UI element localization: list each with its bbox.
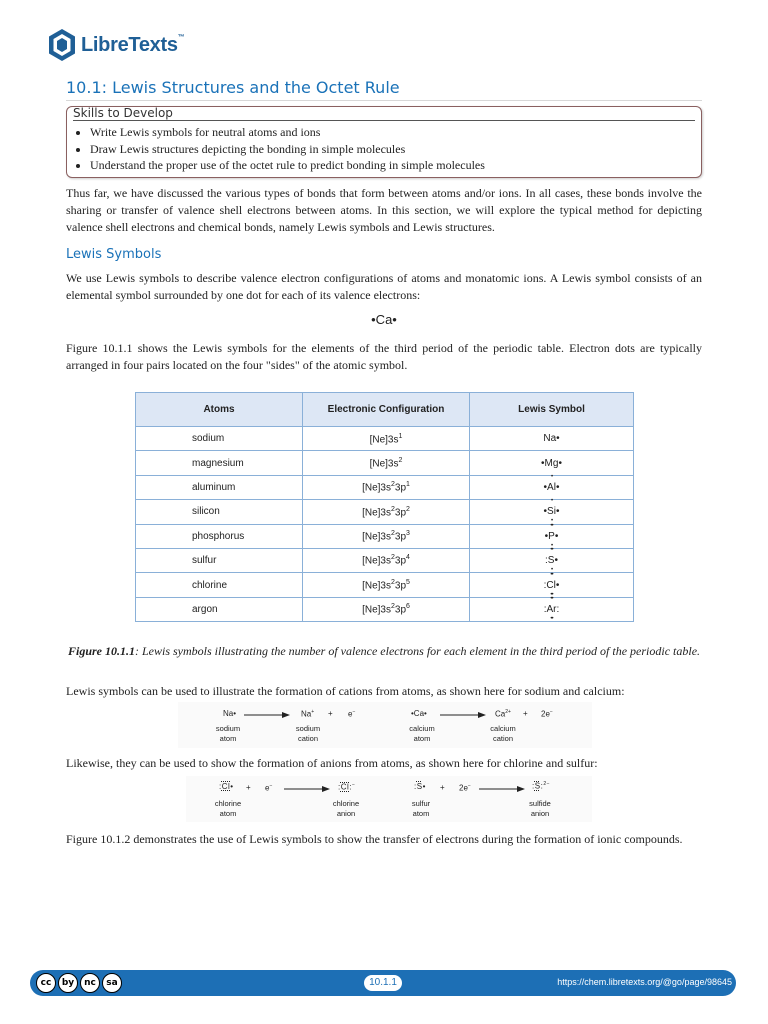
cation-equation-figure	[178, 702, 592, 748]
cell-lewis-symbol	[470, 500, 634, 524]
label-chlorine-anion: chlorine anion	[332, 799, 360, 818]
table-row	[136, 524, 634, 548]
lewis-symbol: • •Si• •	[543, 498, 560, 525]
caption-label: Figure 10.1.1	[67, 644, 135, 658]
skills-box	[66, 106, 702, 178]
eq-plus: +	[523, 709, 528, 718]
ca-lewis-symbol: •Ca•	[371, 312, 397, 327]
cc-icon: cc	[36, 973, 56, 993]
page-url-link[interactable]: https://chem.libretexts.org/@go/page/98645	[557, 977, 732, 987]
section-heading: Lewis Symbols	[66, 247, 162, 262]
libretexts-logo[interactable]	[47, 28, 184, 62]
cell-lewis-symbol	[470, 548, 634, 572]
eq-cl: :Cl•	[219, 782, 234, 791]
label-sodium-atom: sodium atom	[215, 724, 241, 743]
cell-configuration: $[Ne]3s^23p^4$	[303, 548, 470, 572]
cell-configuration: $[Ne]3s^23p^1$	[303, 475, 470, 499]
cell-lewis-symbol	[470, 573, 634, 597]
cell-configuration: $[Ne]3s^23p^5$	[303, 573, 470, 597]
lewis-paragraph: We use Lewis symbols to describe valence electron configurations of atoms and monatomic ions. A Lewis symbol consists of an elemental symbol surrounded by one dot for each of its valence electrons:	[66, 271, 702, 302]
anion-equation-figure	[186, 776, 592, 822]
page-title: 10.1: Lewis Structures and the Octet Rule	[66, 78, 400, 97]
eq-na: Na•	[223, 709, 237, 718]
eq-na-plus: Na+	[301, 709, 315, 719]
eq-electron: e−	[348, 709, 356, 719]
header-configuration: Electronic Configuration	[303, 393, 470, 427]
cell-lewis-symbol	[470, 475, 634, 499]
cell-configuration: $[Ne]3s^23p^2$	[303, 500, 470, 524]
cation-paragraph: Lewis symbols can be used to illustrate the formation of cations from atoms, as shown here for sodium and calcium:	[66, 684, 625, 698]
eq-ca-ion: $Ca^{2+}$	[495, 709, 511, 719]
intro-paragraph: Thus far, we have discussed the various types of bonds that form between atoms and/or ions. In all cases, these bonds involve the sharing or transfer of valence shell electrons between atoms. In this section, we will explore the typical method for depicting valence shell electrons and chemical bonds, namely Lewis symbols and Lewis structures.	[66, 186, 702, 234]
anion-paragraph: Likewise, they can be used to show the formation of anions from atoms, as shown here for chlorine and sulfur:	[66, 756, 598, 770]
table-header-row	[136, 393, 634, 427]
table-row	[136, 597, 634, 621]
cell-atom: aluminum	[136, 475, 303, 499]
cell-lewis-symbol	[470, 524, 634, 548]
cell-atom: sulfur	[136, 548, 303, 572]
header-lewis-symbol: Lewis Symbol	[470, 393, 634, 427]
cell-lewis-symbol	[470, 597, 634, 621]
cell-lewis-symbol	[470, 451, 634, 475]
libretexts-hex-icon	[47, 28, 77, 62]
eq-s: :S•	[414, 782, 426, 791]
eq-cl-ion: :Cl:−	[338, 782, 356, 792]
lewis-symbol: •• :S• •	[545, 547, 558, 574]
label-calcium-cation: calcium cation	[490, 724, 516, 743]
lewis-symbol: •• :Ar: ••	[543, 595, 560, 622]
eq-electron: e−	[265, 783, 273, 793]
cell-atom: silicon	[136, 500, 303, 524]
label-chlorine-atom: chlorine atom	[214, 799, 242, 818]
table-row	[136, 500, 634, 524]
table-row	[136, 451, 634, 475]
skills-list	[73, 124, 485, 174]
eq-two-electrons: 2e−	[459, 783, 471, 793]
cell-configuration: $[Ne]3s^23p^6$	[303, 597, 470, 621]
cell-configuration: $[Ne]3s^2$	[303, 451, 470, 475]
table-row	[136, 475, 634, 499]
cell-lewis-symbol	[470, 427, 634, 451]
reaction-arrow	[479, 785, 525, 793]
figure-caption	[66, 643, 702, 660]
skills-item: • Draw Lewis structures depicting the bonding in simple molecules	[90, 141, 485, 158]
eq-plus: +	[246, 783, 251, 792]
eq-plus: +	[440, 783, 445, 792]
cell-atom: argon	[136, 597, 303, 621]
lewis-symbol: •• :Cl• ••	[543, 571, 560, 598]
lewis-symbol-table	[135, 392, 634, 622]
skills-title: Skills to Develop	[73, 106, 173, 120]
cell-atom: magnesium	[136, 451, 303, 475]
skills-item: • Write Lewis symbols for neutral atoms and ions	[90, 124, 485, 141]
cell-atom: sodium	[136, 427, 303, 451]
cell-atom: phosphorus	[136, 524, 303, 548]
by-icon: by	[58, 973, 78, 993]
reaction-arrow	[440, 711, 486, 719]
sa-icon: sa	[102, 973, 122, 993]
caption-text: : Lewis symbols illustrating the number of valence electrons for each element in the third period of the periodic table.	[135, 644, 701, 658]
table-row	[136, 427, 634, 451]
label-sodium-cation: sodium cation	[295, 724, 321, 743]
cell-atom: chlorine	[136, 573, 303, 597]
table-row	[136, 573, 634, 597]
eq-plus: +	[328, 709, 333, 718]
final-paragraph: Figure 10.1.2 demonstrates the use of Lewis symbols to show the transfer of electrons during the formation of ionic compounds.	[66, 832, 683, 846]
reaction-arrow	[244, 711, 290, 719]
eq-ca: •Ca•	[411, 709, 427, 718]
eq-two-electrons: 2e−	[541, 709, 553, 719]
label-calcium-atom: calcium atom	[409, 724, 435, 743]
header-atoms: Atoms	[136, 393, 303, 427]
cell-configuration: $[Ne]3s^1$	[303, 427, 470, 451]
lewis-symbol: •• •P• •	[544, 522, 559, 549]
nc-icon: nc	[80, 973, 100, 993]
lewis-symbol: • •Al•	[543, 473, 560, 493]
lewis-symbol: Na•	[543, 433, 560, 445]
figure-intro-paragraph: Figure 10.1.1 shows the Lewis symbols for the elements of the third period of the periodic table. Electron dots are typically arranged in four pairs located on the four "sides" of the atomic symbol.	[66, 341, 702, 372]
reaction-arrow	[284, 785, 330, 793]
eq-s-ion: :S:$^{2-}$	[532, 781, 551, 791]
table-row	[136, 548, 634, 572]
title-divider	[66, 100, 702, 101]
label-sulfide-anion: sulfide anion	[529, 799, 551, 818]
cc-license-badges[interactable]	[36, 973, 122, 993]
logo-text: LibreTexts™	[81, 33, 185, 56]
skills-divider	[73, 120, 695, 121]
skills-item: • Understand the proper use of the octet rule to predict bonding in simple molecules	[90, 157, 485, 174]
label-sulfur-atom: sulfur atom	[411, 799, 431, 818]
page-number: 10.1.1	[364, 975, 402, 991]
cell-configuration: $[Ne]3s^23p^3$	[303, 524, 470, 548]
lewis-symbol: •Mg•	[541, 457, 562, 469]
